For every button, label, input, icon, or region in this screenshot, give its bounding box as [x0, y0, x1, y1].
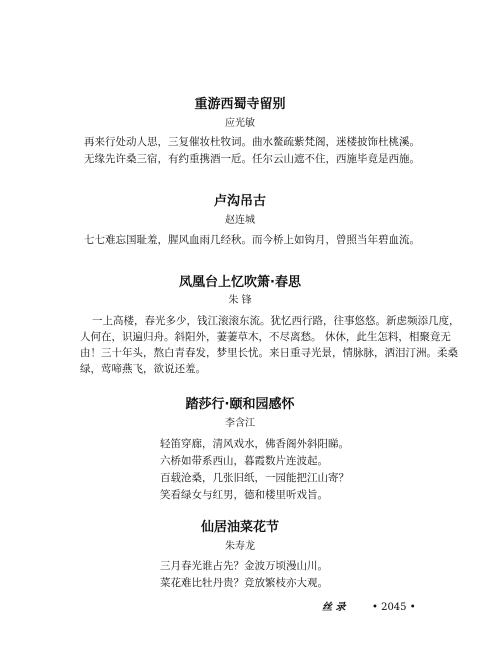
poem-line: 笑看绿女与红男，德和楼里听戏旨。 — [160, 489, 328, 501]
poem-line: 一上高楼，春光多少，钱江滚滚东流。犹忆西行路，往事悠悠。新虑频添几度， — [92, 315, 460, 327]
running-footer-section: 丝 录 — [322, 602, 346, 613]
poem-title: 卢沟吊古 — [213, 194, 266, 209]
poem-line: 再来行处动人思，三复催妆杜牧词。曲水鳌疏紫梵阁，迷楼披饰杜桃溪。 — [84, 136, 420, 148]
poem-line: 绿，莺啼燕飞，欲说还羞。 — [80, 363, 206, 375]
poem-title: 仙居油菜花节 — [200, 520, 279, 535]
poem-line: 轻笛穿廊，清风戏水，佛香阁外斜阳睇。 — [160, 438, 349, 450]
poem-author: 赵连城 — [225, 215, 255, 226]
poem-line: 三月春光谁占先？金波万顷漫山川。 — [160, 560, 328, 572]
page-number: • 2045 • — [372, 602, 416, 613]
poem-line: 六桥如带系西山，暮霞数片连波起。 — [160, 455, 328, 467]
poem-line: 七七难忘国耻羞，腥风血雨几经秋。而今桥上如钩月，曾照当年碧血流。 — [84, 234, 420, 246]
poem-line: 由！三十年头，熬白青春发，梦里长忧。来日重寻光景，情脉脉，洒泪汀洲。柔桑 — [80, 347, 458, 359]
poem-line: 菜花难比牡丹贵？竞放繁枝亦大观。 — [160, 577, 328, 589]
poem-author: 朱 锋 — [228, 295, 252, 306]
poem-title: 重游西蜀寺留别 — [194, 97, 286, 112]
poem-line: 百载沧桑，几张旧纸，一园能把江山寄？ — [160, 472, 349, 484]
poem-title: 凤凰台上忆吹箫·春思 — [179, 275, 301, 290]
poem-author: 李含江 — [225, 418, 255, 429]
poem-author: 朱寿龙 — [225, 541, 255, 552]
poem-title: 踏莎行·颐和园感怀 — [185, 397, 295, 412]
poem-author: 应光敏 — [225, 118, 255, 129]
poem-line: 无缘先许桑三宿，有约重携酒一卮。任尔云山遮不住，西施毕竟是西施。 — [84, 153, 420, 165]
poem-line: 人何在，识遍归舟。斜阳外，萋萋草木，不尽离愁。 休休，此生怎料，相聚竟无 — [80, 331, 451, 343]
